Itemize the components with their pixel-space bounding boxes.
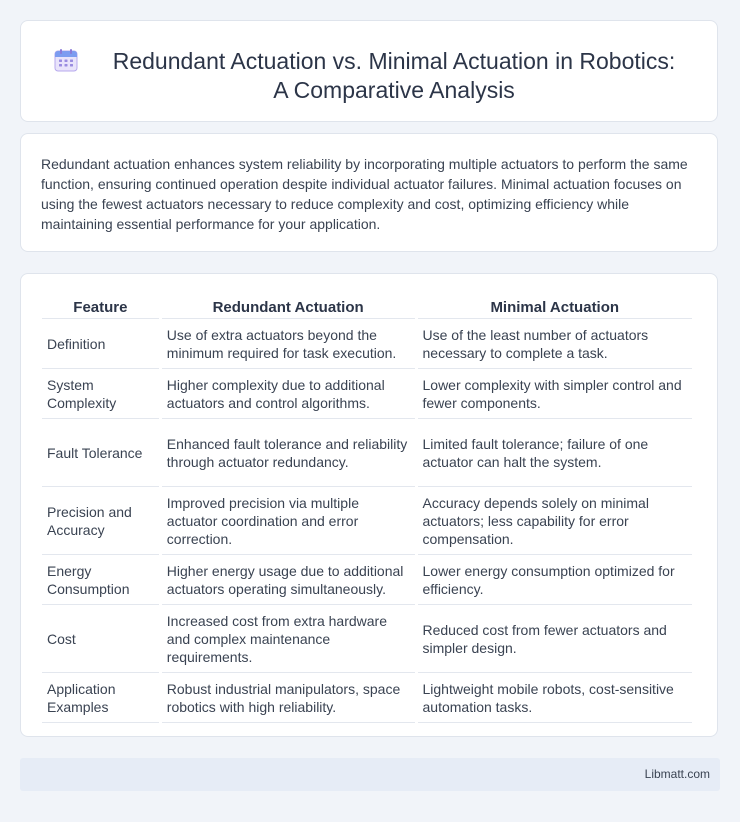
header-redundant: Redundant Actuation (162, 295, 415, 319)
minimal-cell: Lightweight mobile robots, cost-sensitive automation tasks. (418, 674, 693, 723)
feature-cell: Energy Consumption (42, 556, 159, 605)
table-row (42, 420, 692, 487)
minimal-cell: Limited fault tolerance; failure of one actuator can halt the system. (418, 420, 693, 487)
header-minimal: Minimal Actuation (418, 295, 693, 319)
minimal-cell: Lower energy consumption optimized for efficiency. (418, 556, 693, 605)
feature-cell: Precision and Accuracy (42, 488, 159, 555)
summary-card (20, 133, 718, 252)
footer (20, 758, 720, 791)
footer-brand: Libmatt.com (644, 767, 710, 781)
feature-cell: Application Examples (42, 674, 159, 723)
table-row (42, 556, 692, 605)
feature-cell: System Complexity (42, 370, 159, 419)
comparison-table (39, 294, 695, 724)
redundant-cell: Higher energy usage due to additional actuators operating simultaneously. (162, 556, 415, 605)
title-card (20, 20, 718, 122)
table-row (42, 320, 692, 369)
title-line-2: A Comparative Analysis (273, 77, 515, 103)
summary-text: Redundant actuation enhances system reliability by incorporating multiple actuators to perform the same function, ensuring continued operation despite individual actuator failures. Minimal actuation focuses on using the fewest actuators necessary to reduce complexity and cost, optimizing efficiency while maintaining essential performance for your application. (41, 156, 688, 232)
table-header-row (42, 295, 692, 319)
redundant-cell: Enhanced fault tolerance and reliability through actuator redundancy. (162, 420, 415, 487)
feature-cell: Fault Tolerance (42, 420, 159, 487)
table-card (20, 273, 718, 737)
header-feature: Feature (42, 295, 159, 319)
redundant-cell: Use of extra actuators beyond the minimum required for task execution. (162, 320, 415, 369)
table-row (42, 370, 692, 419)
redundant-cell: Improved precision via multiple actuator coordination and error correction. (162, 488, 415, 555)
minimal-cell: Accuracy depends solely on minimal actuators; less capability for error compensation. (418, 488, 693, 555)
feature-cell: Definition (42, 320, 159, 369)
minimal-cell: Reduced cost from fewer actuators and simpler design. (418, 606, 693, 673)
redundant-cell: Robust industrial manipulators, space robotics with high reliability. (162, 674, 415, 723)
redundant-cell: Higher complexity due to additional actuators and control algorithms. (162, 370, 415, 419)
feature-cell: Cost (42, 606, 159, 673)
redundant-cell: Increased cost from extra hardware and complex maintenance requirements. (162, 606, 415, 673)
page-title (91, 47, 697, 105)
title-line-1: Redundant Actuation vs. Minimal Actuation in Robotics: (112, 48, 676, 74)
table-row (42, 606, 692, 673)
table-row (42, 488, 692, 555)
calendar-icon (53, 47, 79, 73)
minimal-cell: Use of the least number of actuators necessary to complete a task. (418, 320, 693, 369)
minimal-cell: Lower complexity with simpler control and fewer components. (418, 370, 693, 419)
table-row (42, 674, 692, 723)
